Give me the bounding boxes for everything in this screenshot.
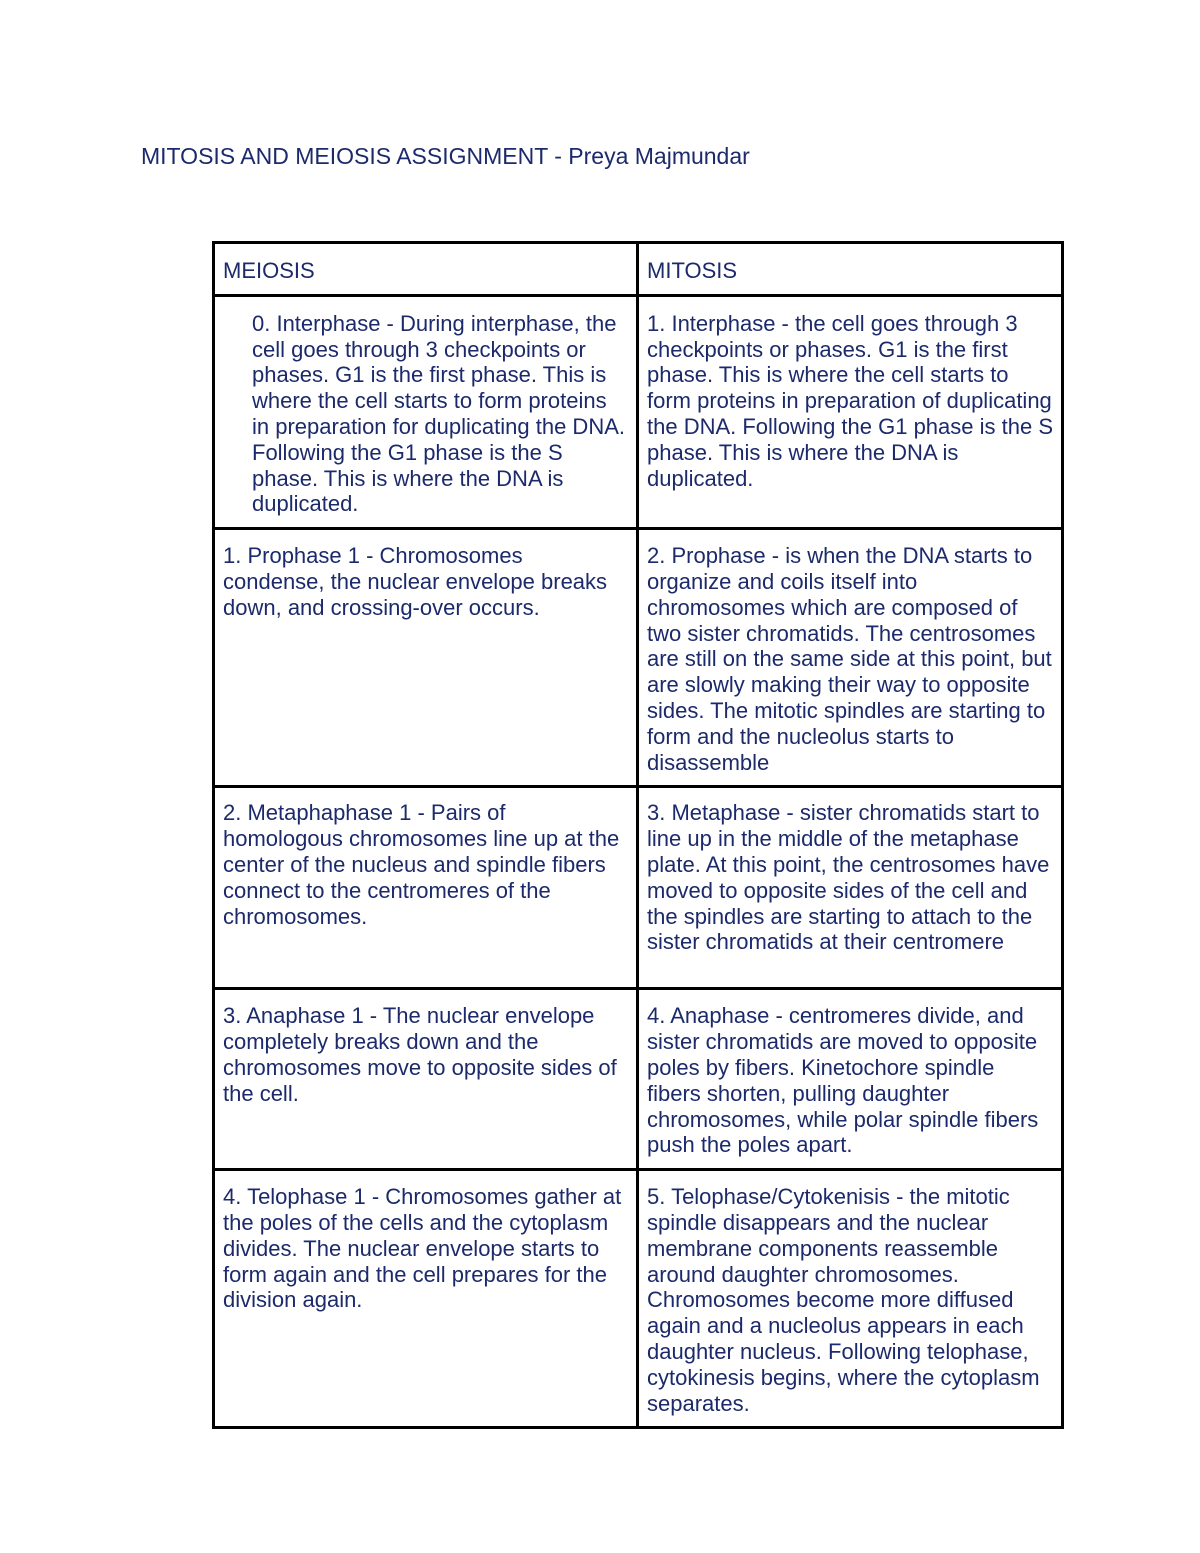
table-row: [214, 529, 1063, 787]
mitosis-cell-interphase: 1. Interphase - the cell goes through 3 checkpoints or phases. G1 is the first phase. This is where the cell starts to form proteins in preparation of duplicating the DNA. Following the G1 phase is the S phase. This is where the DNA is duplicated.: [638, 295, 1063, 528]
comparison-table: [212, 241, 1064, 1429]
meiosis-cell-metaphase: 2. Metaphaphase 1 - Pairs of homologous chromosomes line up at the center of the nucleus and spindle fibers connect to the centromeres of the chromosomes.: [214, 787, 638, 989]
meiosis-cell-anaphase: 3. Anaphase 1 - The nuclear envelope completely breaks down and the chromosomes move to opposite sides of the cell.: [214, 989, 638, 1170]
mitosis-cell-metaphase: 3. Metaphase - sister chromatids start to line up in the middle of the metaphase plate. At this point, the centrosomes have moved to opposite sides of the cell and the spindles are starting to attach to the sister chromatids at their centromere: [638, 787, 1063, 989]
page-title: MITOSIS AND MEIOSIS ASSIGNMENT - Preya Majmundar: [141, 143, 750, 169]
mitosis-cell-telophase: 5. Telophase/Cytokenisis - the mitotic spindle disappears and the nuclear membrane components reassemble around daughter chromosomes. Chromosomes become more diffused again and a nucleolus appears in each daughter nucleus. Following telophase, cytokinesis begins, where the cytoplasm separates.: [638, 1170, 1063, 1428]
meiosis-cell-prophase: 1. Prophase 1 - Chromosomes condense, the nuclear envelope breaks down, and crossing-over occurs.: [214, 529, 638, 787]
header-meiosis: MEIOSIS: [214, 243, 638, 296]
table-row: [214, 295, 1063, 528]
table-row: [214, 1170, 1063, 1428]
table-header-row: [214, 243, 1063, 296]
meiosis-cell-interphase: 0. Interphase - During interphase, the cell goes through 3 checkpoints or phases. G1 is the first phase. This is where the cell starts to form proteins in preparation for duplicating the DNA. Following the G1 phase is the S phase. This is where the DNA is duplicated.: [214, 295, 638, 528]
mitosis-cell-anaphase: 4. Anaphase - centromeres divide, and sister chromatids are moved to opposite poles by fibers. Kinetochore spindle fibers shorten, pulling daughter chromosomes, while polar spindle fibers push the poles apart.: [638, 989, 1063, 1170]
meiosis-cell-telophase: 4. Telophase 1 - Chromosomes gather at the poles of the cells and the cytoplasm divides. The nuclear envelope starts to form again and the cell prepares for the division again.: [214, 1170, 638, 1428]
table-row: [214, 787, 1063, 989]
header-mitosis: MITOSIS: [638, 243, 1063, 296]
mitosis-cell-prophase: 2. Prophase - is when the DNA starts to organize and coils itself into chromosomes which are composed of two sister chromatids. The centrosomes are still on the same side at this point, but are slowly making their way to opposite sides. The mitotic spindles are starting to form and the nucleolus starts to disassemble: [638, 529, 1063, 787]
table-row: [214, 989, 1063, 1170]
